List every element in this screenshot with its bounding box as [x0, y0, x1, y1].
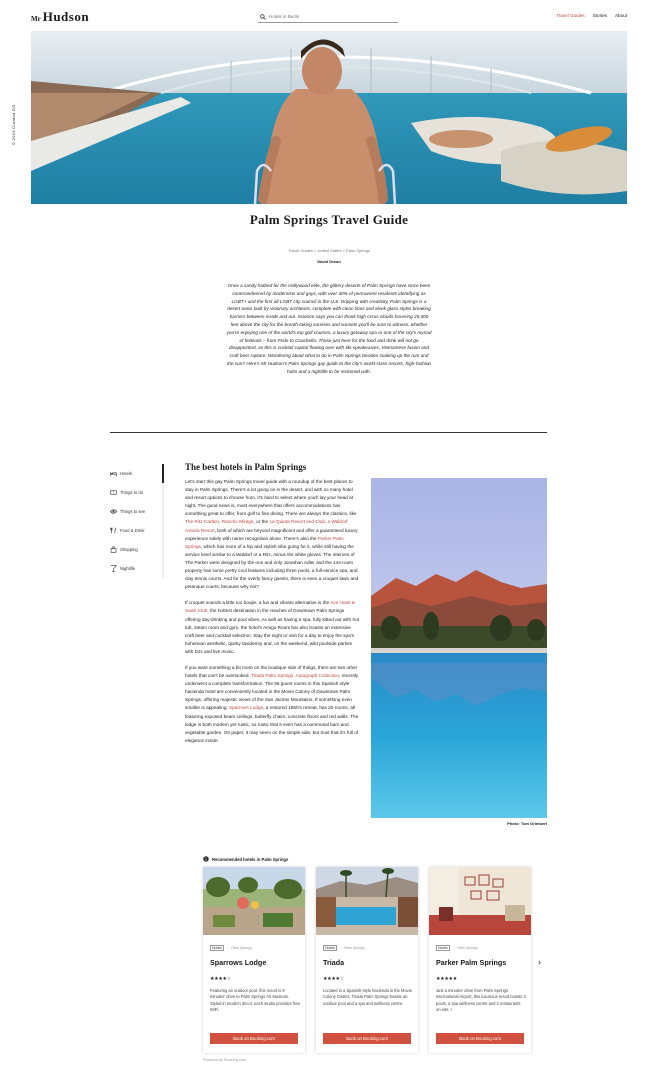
nav-about[interactable]: About — [614, 13, 627, 18]
nav-travel-guides[interactable]: Travel Guides — [556, 13, 585, 18]
link-la-quinta[interactable]: La Quinta Resort and Club, a Waldorf Astoria Resort — [185, 519, 348, 533]
cutlery-icon — [110, 527, 117, 534]
chevron-right-icon[interactable]: › — [538, 957, 541, 967]
bed-icon — [110, 470, 117, 477]
powered-by: Powered by Booking.com — [203, 1058, 247, 1062]
link-ritz-carlton[interactable]: The Ritz-Carlton, Rancho Mirage — [185, 519, 254, 525]
hotel-card[interactable] — [429, 867, 531, 1053]
hotel-card[interactable] — [316, 867, 418, 1053]
photo-credit: Photo: Tom Grimbert — [507, 821, 547, 826]
hotel-image — [203, 867, 305, 935]
paragraph: If croquet sounds a little too boujie, a fun and vibrant alternative is the Ace Hotel & Swim Club, the hottest destination in the reaches of Downtown Palm Springs offering day-drinking and pool vibes. As well as having a spa, fully kitted out with hot tub, steam room and gym, the hotel's Amigo Room bar also boasts an extensive craft beer and cocktail selection. Stay the night or visit for a day to enjoy the spa's bohemian aesthetic, quirky taxidermy and, on the weekend, wild poolside parties with DJs and live music. — [185, 600, 359, 654]
sidebar-item-hotels[interactable] — [110, 464, 164, 483]
paragraph: Let's start this gay Palm Springs travel guide with a roundup of the best places to stay in Palm Springs. There's a lot going on in the desert, and with so many hotel and resort options to choose from, it's hard to select where you'll lay your head at night. The good news is, most everywhere that offers accommodations has something great to offer, from golf to fine dining. There are always the classics, like The Ritz-Carlton, Rancho Mirage, or the La Quinta Resort and Club, a Waldorf Astoria Resort, both of which are beyond magnificent and offer a guaranteed luxury experience solely with name recognition alone. There's also the Parker Palm Springs, which has more of a hip and stylish vibe going for it, while still having the service level similar to a Waldorf or a Ritz, minus the white gloves. The interiors of The Parker were designed by the one and only Jonathan Adler and the 144-room property has some pretty cool features including three pools, a full-service spa, and clay tennis courts. And for the overly fancy guests, there is even a croquet lawn and petanque courts, because why not? — [185, 479, 359, 590]
sidebar-item-shopping[interactable] — [110, 540, 164, 559]
sidebar-item-nightlife[interactable] — [110, 559, 164, 578]
section-heading: The best hotels in Palm Springs — [185, 462, 307, 472]
shopping-bag-icon — [110, 546, 117, 553]
hero-image — [31, 31, 627, 204]
section-body — [185, 478, 360, 753]
hotel-card[interactable] — [203, 867, 305, 1053]
divider — [110, 432, 547, 433]
recommended-heading: Recommended hotels in Palm Springs — [203, 856, 288, 862]
hotel-cards — [203, 867, 531, 1053]
link-ace-hotel[interactable]: Ace Hotel & Swim Club — [185, 600, 355, 614]
intro-paragraph: Once a sandy hotbed for the Hollywood elite, the glittery deserts of Palm Springs have since been commandeered by modernists and gays, with over 40% of permanent residents identifying as LGBT+ and the first all-LGBT city council in the U.S. Dripping with creativity, Palm Springs is a desert oasis built by visionary architects, complete with clean lines and sleek glass styles breaking barriers between inside and out. Science says you can thank high cirrus clouds hovering 25,000 feet above the city for the breath-taking sunrises and sunsets you'll be sure to witness, whether you're enjoying one of the world's top golf courses, a luxury getaway spa or one of the city's myriad of festivals – from Pride to Coachella. Those just here for the food and drink will not go disappointed, as this is cocktail capital flowing over with tiki-speakeasies, Vietnamese fusion and craft beer rapture. Wondering about what to do in Palm Springs besides soaking up the rum and the sun? Here's Mr Hudson's Palm Springs gay guide to the city's world-class resorts, high-fashion hubs and a nightlife to be reckoned with. — [226, 283, 432, 374]
hotel-name[interactable]: Triada — [323, 958, 345, 967]
star-rating: ★★★★★ — [436, 976, 457, 982]
link-sparrows-lodge[interactable]: Sparrows Lodge — [229, 705, 264, 711]
breadcrumb[interactable]: Travel Guides > United States > Palm Springs — [288, 248, 370, 253]
sidebar-item-things-to-see[interactable] — [110, 502, 164, 521]
paragraph: If you want something a bit more on the boutique side of things, there are two other hotels that can't be overlooked. Triada Palm Springs, Autograph Collection, recently underwent a complete transformation. The 56 guest rooms in this Spanish style hacienda hotel are conveniently located in the Movie Colony of Downtown Palm Springs, offering majestic views of the San Jacinto Mountains. If something even smaller is appealing, Sparrows Lodge, a restored 1950's retreat, has 20 rooms, all featuring exposed beam ceilings, butterfly chairs, concrete floors and red walls. The lodge is both modern yet rustic, so rustic that it even has a communal barn and vegetable garden. On paper, it may seem on the simple side, but trust that it's full of elegance inside. — [185, 664, 359, 743]
star-rating: ★★★★☆ — [323, 976, 344, 982]
sidebar-item-label: Food & Drink — [120, 528, 145, 533]
card-meta: Hotels · Palm Springs — [325, 946, 365, 950]
nav-stories[interactable]: Stories — [592, 13, 607, 18]
main-nav — [556, 13, 627, 18]
ticket-icon — [110, 489, 117, 496]
section-photo — [371, 478, 547, 818]
search-icon — [260, 14, 266, 20]
book-button[interactable]: Book on Booking.com — [436, 1033, 524, 1044]
sidebar-item-label: Things to see — [120, 509, 146, 514]
link-parker[interactable]: Parker Palm Springs — [185, 535, 344, 549]
book-button[interactable]: Book on Booking.com — [323, 1033, 411, 1044]
search-input[interactable] — [269, 14, 389, 19]
eye-icon — [110, 508, 117, 515]
logo-mr: Mr — [31, 15, 41, 23]
book-button[interactable]: Book on Booking.com — [210, 1033, 298, 1044]
hotel-description: Located in a Spanish-style hacienda in the Movie Colony District, Triada Palm Springs boasts an outdoor pool and a spa and wellness centre. — [323, 988, 412, 1006]
sidebar-item-food-drink[interactable] — [110, 521, 164, 540]
card-meta: Hotels · Palm Springs — [438, 946, 478, 950]
sidebar-progress — [162, 464, 164, 578]
link-triada[interactable]: Triada Palm Springs, Autograph Collection — [250, 673, 340, 679]
author-name[interactable]: David Duran — [317, 259, 341, 264]
hotel-name[interactable]: Parker Palm Springs — [436, 958, 507, 967]
sidebar-item-label: Shopping — [120, 547, 138, 552]
hotel-image — [429, 867, 531, 935]
sidebar-item-things-to-do[interactable] — [110, 483, 164, 502]
hotel-name[interactable]: Sparrows Lodge — [210, 958, 267, 967]
search-bar — [258, 11, 398, 23]
hotel-description: Featuring an outdoor pool, this resort is 9 minutes' drive to Palm Springs Art Museum. Styled in modern decor, each studio provides free WiFi. — [210, 988, 300, 1012]
page-title: Palm Springs Travel Guide — [249, 212, 409, 227]
info-icon — [203, 856, 209, 862]
star-rating: ★★★★☆ — [210, 976, 231, 982]
sidebar-item-label: Things to do — [120, 490, 144, 495]
site-logo[interactable] — [31, 9, 89, 25]
hotel-image — [316, 867, 418, 935]
card-meta: Hotels · Palm Springs — [212, 946, 252, 950]
site-header — [0, 0, 658, 31]
sidebar-item-label: Hotels — [120, 471, 132, 476]
logo-hudson: Hudson — [42, 9, 90, 24]
section-sidebar — [110, 464, 164, 578]
hotel-description: Just a minutes' drive from Palm Springs International Airport, this luxurious resort boasts 2 pools, a spa wellness centre and 2 restaurants on-site. I — [436, 988, 526, 1012]
sidebar-item-label: Nightlife — [120, 566, 136, 571]
cocktail-icon — [110, 565, 117, 572]
copyright-text: © 2019 Curated GG — [11, 104, 16, 145]
